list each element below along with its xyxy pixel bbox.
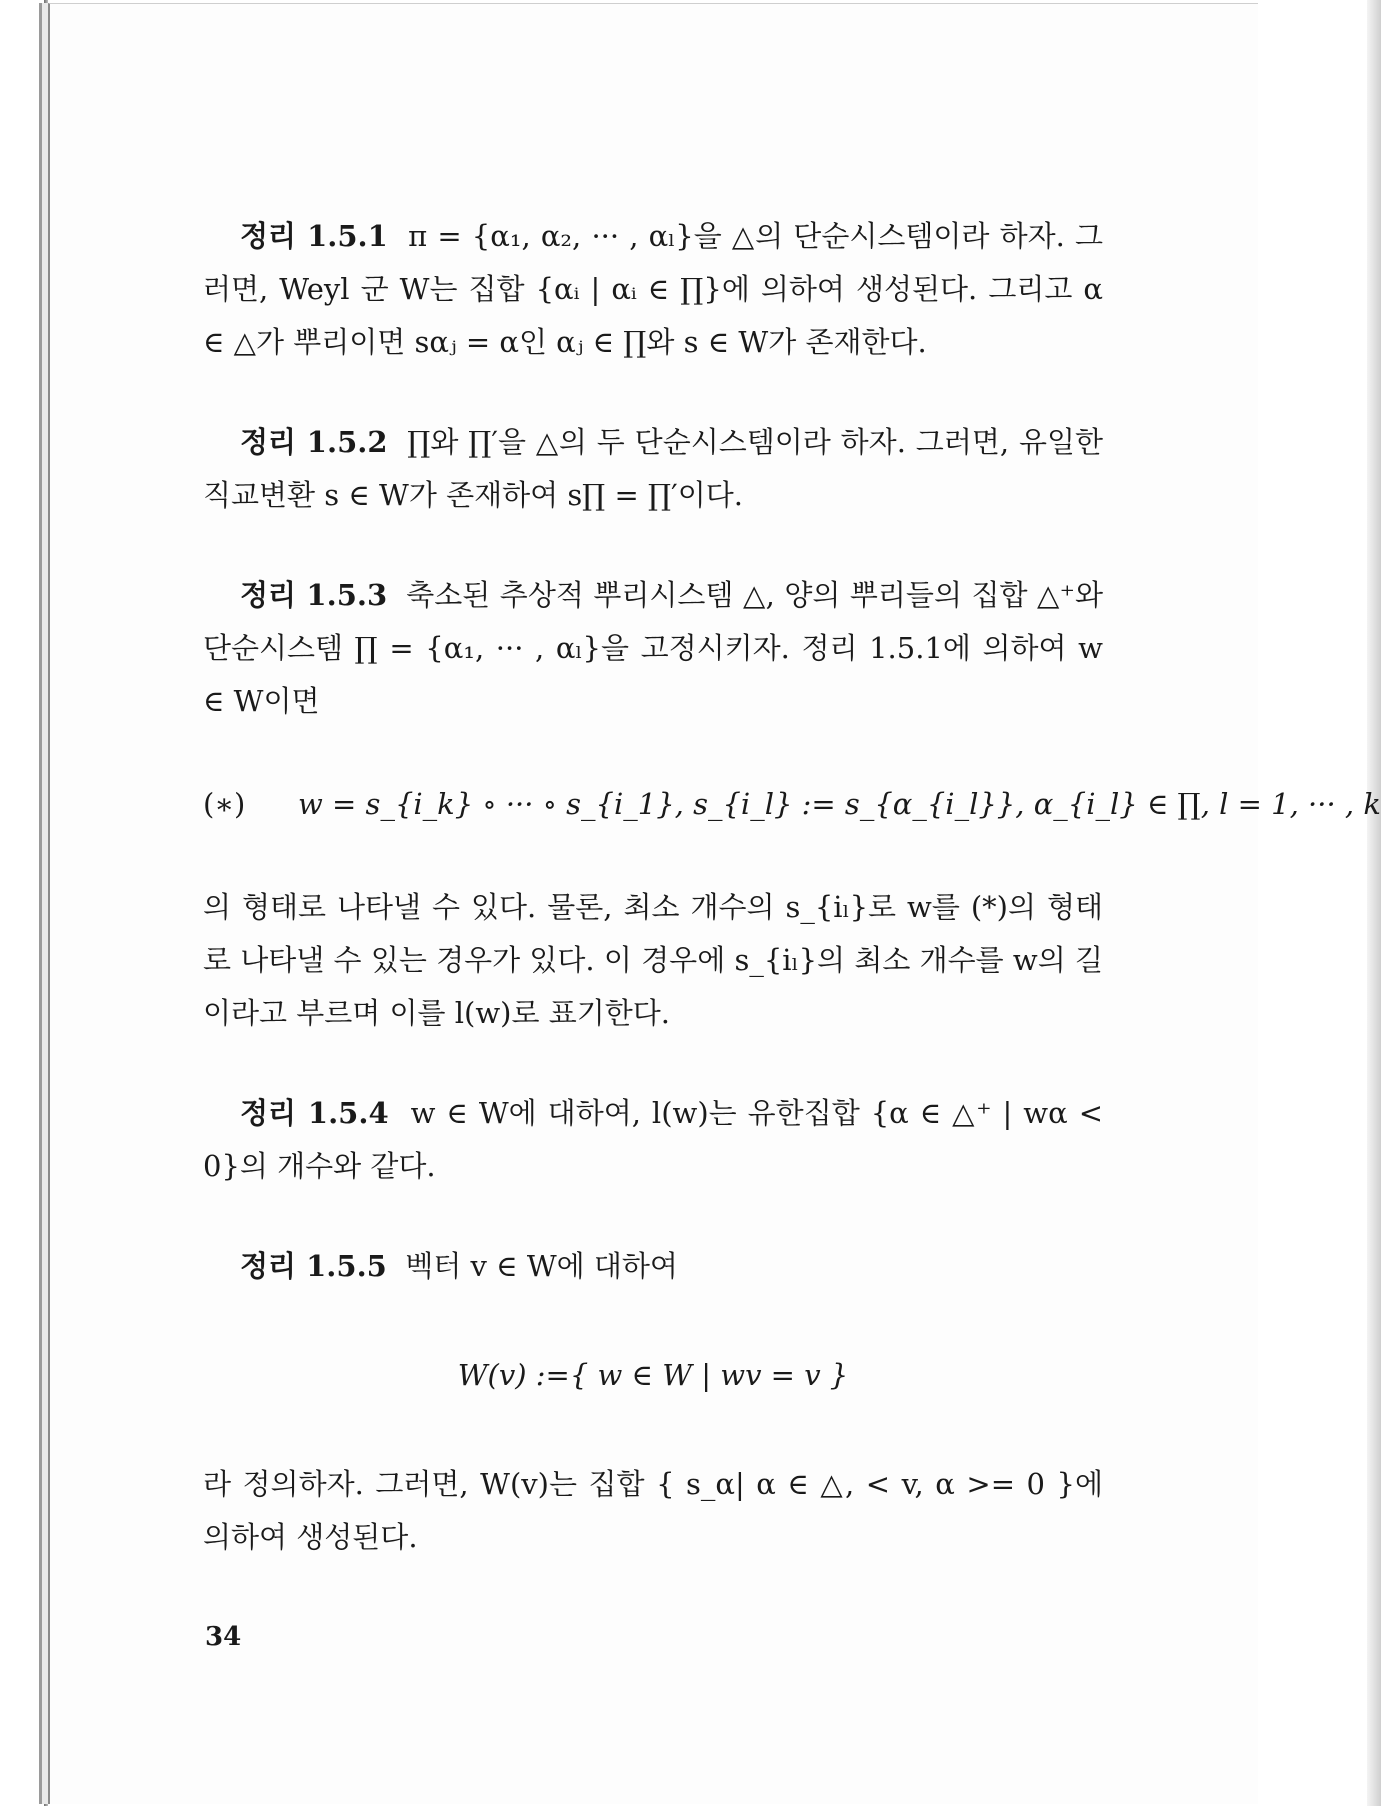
theorem-label: 정리 1.5.3: [240, 578, 388, 612]
page-number: 34: [205, 1622, 242, 1652]
theorem-text: 벡터 v ∈ W에 대하여: [405, 1249, 678, 1283]
paragraph-stabilizer-generation: 라 정의하자. 그러면, W(v)는 집합 { s_α| α ∈ △, < v, α >= 0 }에 의하여 생성된다.: [203, 1467, 1103, 1554]
theorem-label: 정리 1.5.1: [240, 219, 388, 253]
paragraph-length-definition: 의 형태로 나타낼 수 있다. 물론, 최소 개수의 s_{iₗ}로 w를 (*)의 형태로 나타낼 수 있는 경우가 있다. 이 경우에 s_{iₗ}의 최소 개수를 w의 길이라고 부르며 이를 l(w)로 표기한다.: [203, 890, 1103, 1030]
theorem-text: w ∈ W에 대하여, l(w)는 유한집합 {α ∈ △⁺ | wα < 0}의 개수와 같다.: [203, 1096, 1104, 1183]
equation-body: w = s_{i_k} ∘ ··· ∘ s_{i_1}, s_{i_l} := s_{α_{i_l}}, α_{i_l} ∈ ∏, l = 1, ··· , k: [298, 787, 1381, 821]
theorem-1-5-5: [203, 1240, 1103, 1293]
theorem-1-5-3: [203, 569, 1103, 728]
theorem-label: 정리 1.5.5: [240, 1249, 387, 1283]
theorem-text: ∏와 ∏′을 △의 두 단순시스템이라 하자. 그러면, 유일한 직교변환 s ∈ W가 존재하여 s∏ = ∏′이다.: [203, 425, 1104, 512]
theorem-text: 축소된 추상적 뿌리시스템 △, 양의 뿌리들의 집합 △⁺와 단순시스템 ∏ = {α₁, ··· , αₗ}을 고정시키자. 정리 1.5.1에 의하여 w ∈ W이면: [203, 578, 1103, 718]
theorem-text: π = {α₁, α₂, ··· , αₗ}을 △의 단순시스템이라 하자. 그러면, Weyl 군 W는 집합 {αᵢ | αᵢ ∈ ∏}에 의하여 생성된다. 그리고 α ∈ △가 뿌리이면 sαⱼ = α인 αⱼ ∈ ∏와 s ∈ W가 존재한다.: [203, 219, 1103, 359]
theorem-1-5-4: [203, 1087, 1103, 1193]
theorem-label: 정리 1.5.4: [240, 1096, 389, 1130]
page-content: [203, 210, 1381, 1564]
page-right-edge: [1367, 0, 1381, 1806]
equation-star: [203, 778, 1381, 831]
theorem-label: 정리 1.5.2: [240, 425, 388, 459]
equation-tag: (∗): [203, 787, 246, 821]
theorem-1-5-1: [203, 210, 1103, 369]
equation-stabilizer: W(v) :={ w ∈ W | wv = v }: [457, 1358, 849, 1392]
theorem-1-5-2: [203, 416, 1103, 522]
